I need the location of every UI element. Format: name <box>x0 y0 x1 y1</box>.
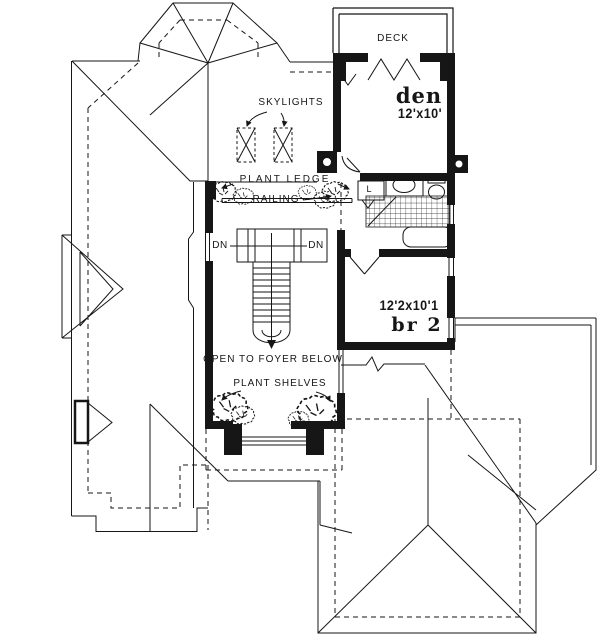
open-to-foyer-label: OPEN TO FOYER BELOW <box>203 354 343 365</box>
plant-shelves-label: PLANT SHELVES <box>233 378 327 389</box>
den-room-name: den <box>395 83 443 108</box>
deck-label: DECK <box>377 33 409 44</box>
deck-outline <box>333 8 453 85</box>
skylights <box>237 128 292 162</box>
br2-dimensions: 12'2x10'1 <box>379 297 439 313</box>
tile-floor <box>366 196 450 227</box>
bathtub-icon <box>403 227 452 247</box>
den-dimensions: 12'x10' <box>397 105 443 121</box>
dn-label-right: DN <box>308 240 324 251</box>
roof-lines <box>62 3 596 633</box>
linen-closet-label: L <box>366 184 372 194</box>
dn-label-left: DN <box>212 240 228 251</box>
plant-ledge-label: PLANT LEDGE <box>239 174 331 185</box>
br2-room-name: br 2 <box>391 314 443 336</box>
skylights-label: SKYLIGHTS <box>258 97 324 108</box>
railing-label: RAILING <box>252 194 300 205</box>
